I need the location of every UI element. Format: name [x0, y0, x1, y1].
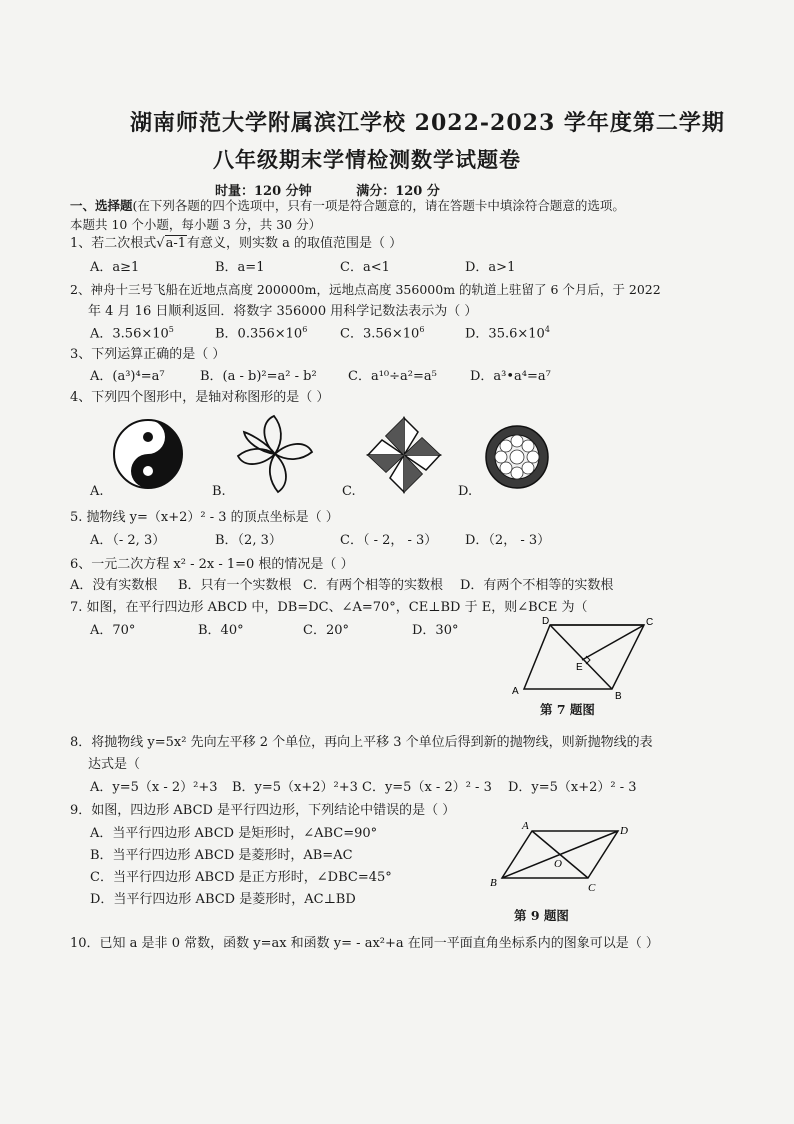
q5-option-b: B．（2, 3） [215, 533, 282, 548]
section-instr-b: 本题共 10 个小题，每小题 3 分，共 30 分） [70, 217, 322, 232]
q5-option-c: C．（ - 2， - 3） [340, 533, 438, 548]
q2-option-a: A．$3.56\times 10^5$ [90, 325, 174, 342]
q9-figure [486, 818, 638, 894]
q9-label-o: O [554, 858, 562, 870]
q7-stem: 7. 如图，在平行四边形 ABCD 中，DB=DC、∠A=70°，CE⊥BD 于 E，则∠BCE 为（ [70, 600, 588, 615]
q5-stem: 5. 抛物线 y=（x+2）² - 3 的顶点坐标是（ ） [70, 510, 339, 525]
q3-stem: 3、下列运算正确的是（ ） [70, 347, 226, 362]
q6-option-c: C．有两个相等的实数根 [303, 578, 443, 593]
q9-option-a: A．当平行四边形 ABCD 是矩形时，∠ABC=90° [90, 826, 378, 841]
q9-caption: 第 9 题图 [514, 908, 569, 923]
q9-option-c: C．当平行四边形 ABCD 是正方形时，∠DBC=45° [90, 870, 392, 885]
q3-option-b: B．(a - b)²=a² - b² [200, 369, 317, 384]
q8-option-c: C．y=5（x - 2）² - 3 [362, 780, 492, 795]
q10-stem: 10．已知 a 是非 0 常数，函数 y=ax 和函数 y= - ax²+a 在同一平面直角坐标系内的图象可以是（ ） [70, 936, 659, 951]
q9-option-b: B．当平行四边形 ABCD 是菱形时，AB=AC [90, 848, 353, 863]
q6-stem: 6、一元二次方程 x² - 2x - 1=0 根的情况是（ ） [70, 557, 354, 572]
q1-option-c: C．a<1 [340, 260, 390, 275]
q6-option-b: B．只有一个实数根 [178, 578, 292, 593]
section-instructions [70, 198, 625, 213]
q9-label-a: A [522, 820, 529, 832]
pinwheel-triangles-figure [366, 414, 442, 496]
q4-option-b: B. [212, 484, 226, 499]
section-instr-a: (在下列各题的四个选项中，只有一项是符合题意的，请在答题卡中填涂符合题意的选项。 [132, 198, 625, 213]
radical-sign: √ [156, 236, 165, 251]
q9-stem: 9．如图，四边形 ABCD 是平行四边形，下列结论中错误的是（ ） [70, 803, 456, 818]
q6-option-a: A．没有实数根 [70, 578, 158, 593]
q4-option-a: A. [90, 484, 104, 499]
q7-figure [506, 612, 662, 702]
q8-stem-line2: 达式是（ [88, 757, 141, 772]
q7-option-c: C．20° [303, 623, 349, 638]
q2-option-d: D．$35.6\times 10^4$ [465, 325, 550, 342]
q1-option-b: B．a=1 [215, 260, 265, 275]
q2-option-c: C．$3.56\times 10^6$ [340, 325, 425, 342]
q9-label-c: C [588, 882, 596, 894]
q5-option-a: A．（- 2, 3） [90, 533, 166, 548]
exam-subtitle: 八年级期末学情检测数学试题卷 [213, 147, 521, 172]
q2-option-b: B．$0.356\times 10^6$ [215, 325, 308, 342]
q1-post: 有意义，则实数 a 的取值范围是（ ） [187, 236, 403, 251]
time-limit: 时量：120 分钟 [215, 184, 312, 199]
q1-stem [70, 236, 402, 252]
q7-label-b: B [615, 691, 622, 702]
q7-label-d: D [542, 616, 550, 627]
exam-title: 湖南师范大学附属滨江学校 2022-2023 学年度第二学期 [130, 110, 725, 136]
q7-option-a: A．70° [90, 623, 136, 638]
rosette-disk-figure [484, 424, 550, 490]
q2-stem-line1: 2、神舟十三号飞船在近地点高度 200000m，远地点高度 356000m 的轨道上驻留了 6 个月后，于 2022 [70, 282, 661, 297]
q3-option-d: D．a³•a⁴=a⁷ [470, 369, 551, 384]
q1-option-a: A．a≥1 [90, 260, 140, 275]
q7-option-d: D．30° [412, 623, 459, 638]
q3-option-c: C．a¹⁰÷a²=a⁵ [348, 369, 437, 384]
q8-option-a: A．y=5（x - 2）²+3 [90, 780, 218, 795]
q2-stem-line2: 年 4 月 16 日顺利返回．将数字 356000 用科学记数法表示为（ ） [88, 304, 478, 319]
q9-label-b: B [490, 877, 497, 889]
q4-stem: 4、下列四个图形中，是轴对称图形的是（ ） [70, 390, 330, 405]
q4-option-c: C. [342, 484, 356, 499]
full-score: 满分：120 分 [356, 184, 440, 199]
yin-yang-figure [112, 418, 184, 490]
exam-meta [215, 180, 440, 199]
q9-option-d: D．当平行四边形 ABCD 是菱形时，AC⊥BD [90, 892, 356, 907]
q6-option-d: D．有两个不相等的实数根 [460, 578, 614, 593]
q8-stem-line1: 8．将抛物线 y=5x² 先向左平移 2 个单位，再向上平移 3 个单位后得到新的抛物线，则新抛物线的表 [70, 735, 653, 750]
q7-label-e: E [576, 662, 583, 673]
q7-label-a: A [512, 686, 519, 697]
q9-label-d: D [620, 825, 628, 837]
q8-option-b: B．y=5（x+2）²+3 [232, 780, 358, 795]
q3-option-a: A．(a³)⁴=a⁷ [90, 369, 165, 384]
q4-option-d: D. [458, 484, 473, 499]
q7-caption: 第 7 题图 [540, 702, 595, 717]
q7-option-b: B．40° [198, 623, 244, 638]
section-heading: 一、选择题 [70, 198, 133, 213]
q1-option-d: D．a>1 [465, 260, 516, 275]
q1-radicand: a-1 [165, 236, 186, 251]
q7-label-c: C [646, 617, 654, 628]
pinwheel-flower-figure [232, 412, 318, 496]
q8-option-d: D．y=5（x+2）² - 3 [508, 780, 637, 795]
q1-pre: 1、若二次根式 [70, 236, 157, 251]
q5-option-d: D．（2， - 3） [465, 533, 551, 548]
